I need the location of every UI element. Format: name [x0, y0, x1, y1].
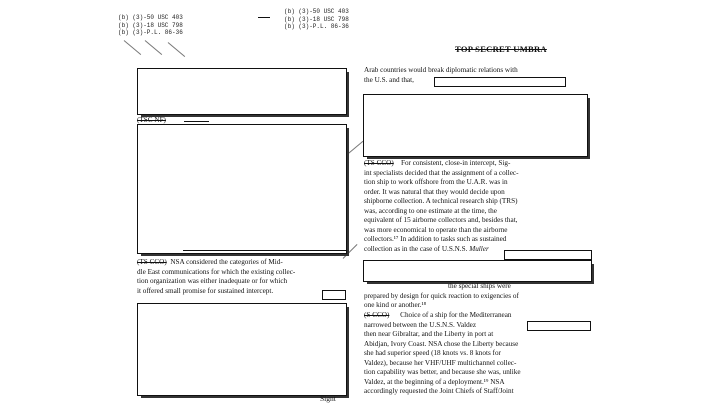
scan-mark — [145, 40, 162, 55]
left-paragraph: (TS CCO) NSA considered the categories of Mid- dle East communications for which the existing collec- tion organization was either inadequate or for which it offered small promise for sustained intercept. — [137, 258, 296, 295]
exemption-line: (b) (3)-50 USC 403 — [118, 14, 183, 21]
redaction-box — [363, 260, 592, 282]
redaction-rule — [183, 250, 347, 251]
small-redaction — [322, 290, 346, 300]
right-paragraph-1-tail: the special ships were prepared by design for quick reaction to exigencies of one kind or another.¹⁸ — [364, 282, 519, 310]
ship-name: Muller — [469, 244, 489, 253]
classification-marking: (S CCO) — [364, 311, 390, 319]
small-redaction — [504, 250, 592, 260]
small-redaction — [527, 321, 591, 331]
redaction-box — [137, 68, 347, 115]
marking-upper: (TSC NF) — [137, 116, 166, 124]
scan-mark — [168, 42, 185, 57]
exemption-line: (b) (3)-50 USC 403 — [284, 8, 349, 15]
classification-marking: (TS CCO) — [137, 258, 167, 266]
exemption-line: (b) (3)-18 USC 798 — [118, 21, 183, 29]
scan-mark — [124, 40, 141, 55]
right-paragraph-1: (TS CCO) For consistent, close-in intercept, Sig- int specialists decided that the assignment of a collec- tion ship to work offshore from the U.A.R. was in order. It was natural that they would decide upon shipborne collection. A technical research ship (TRS) was, according to one estimate at the time, the equivalent of 15 airborne collectors and, besides that, was more economical to operate than the airborne collectors.¹⁷ In addition to tasks such as sustained collection as in the case of U.S.N.S. Muller — [364, 159, 519, 253]
redaction-box — [137, 303, 347, 396]
footer-fragment: Signt — [320, 394, 336, 403]
exemption-stamp-left — [118, 14, 183, 37]
small-redaction — [434, 77, 566, 87]
redaction-box — [363, 94, 588, 157]
classification-marking: (TS CCO) — [364, 159, 394, 167]
redaction-rule — [184, 121, 209, 122]
exemption-line: (b) (3)-18 USC 798 — [284, 15, 349, 23]
right-intro: Arab countries would break diplomatic relations with the U.S. and that, — [364, 66, 518, 84]
exemption-line: (b) (3)-P.L. 86-36 — [284, 23, 349, 30]
exemption-stamp-right — [284, 8, 349, 31]
exemption-line: (b) (3)-P.L. 86-36 — [118, 29, 183, 36]
right-paragraph-2: (S CCO) Choice of a ship for the Mediterranean narrowed between the U.S.N.S. Valdez then near Gibraltar, and the Liberty in port at Abidjan, Ivory Coast. NSA chose the Liberty because she had superior speed (18 knots vs. 8 knots for Valdez), because her VHF/UHF multichannel collec- tion capability was better, and because she was, unlike Valdez, at the beginning of a deployment.¹⁹ NSA accordingly requested the Joint Chiefs of Staff/Joint — [364, 311, 521, 396]
redaction-box — [137, 124, 347, 254]
classification-header: TOP SECRET UMBRA — [455, 44, 547, 54]
dash-mark — [258, 17, 270, 18]
